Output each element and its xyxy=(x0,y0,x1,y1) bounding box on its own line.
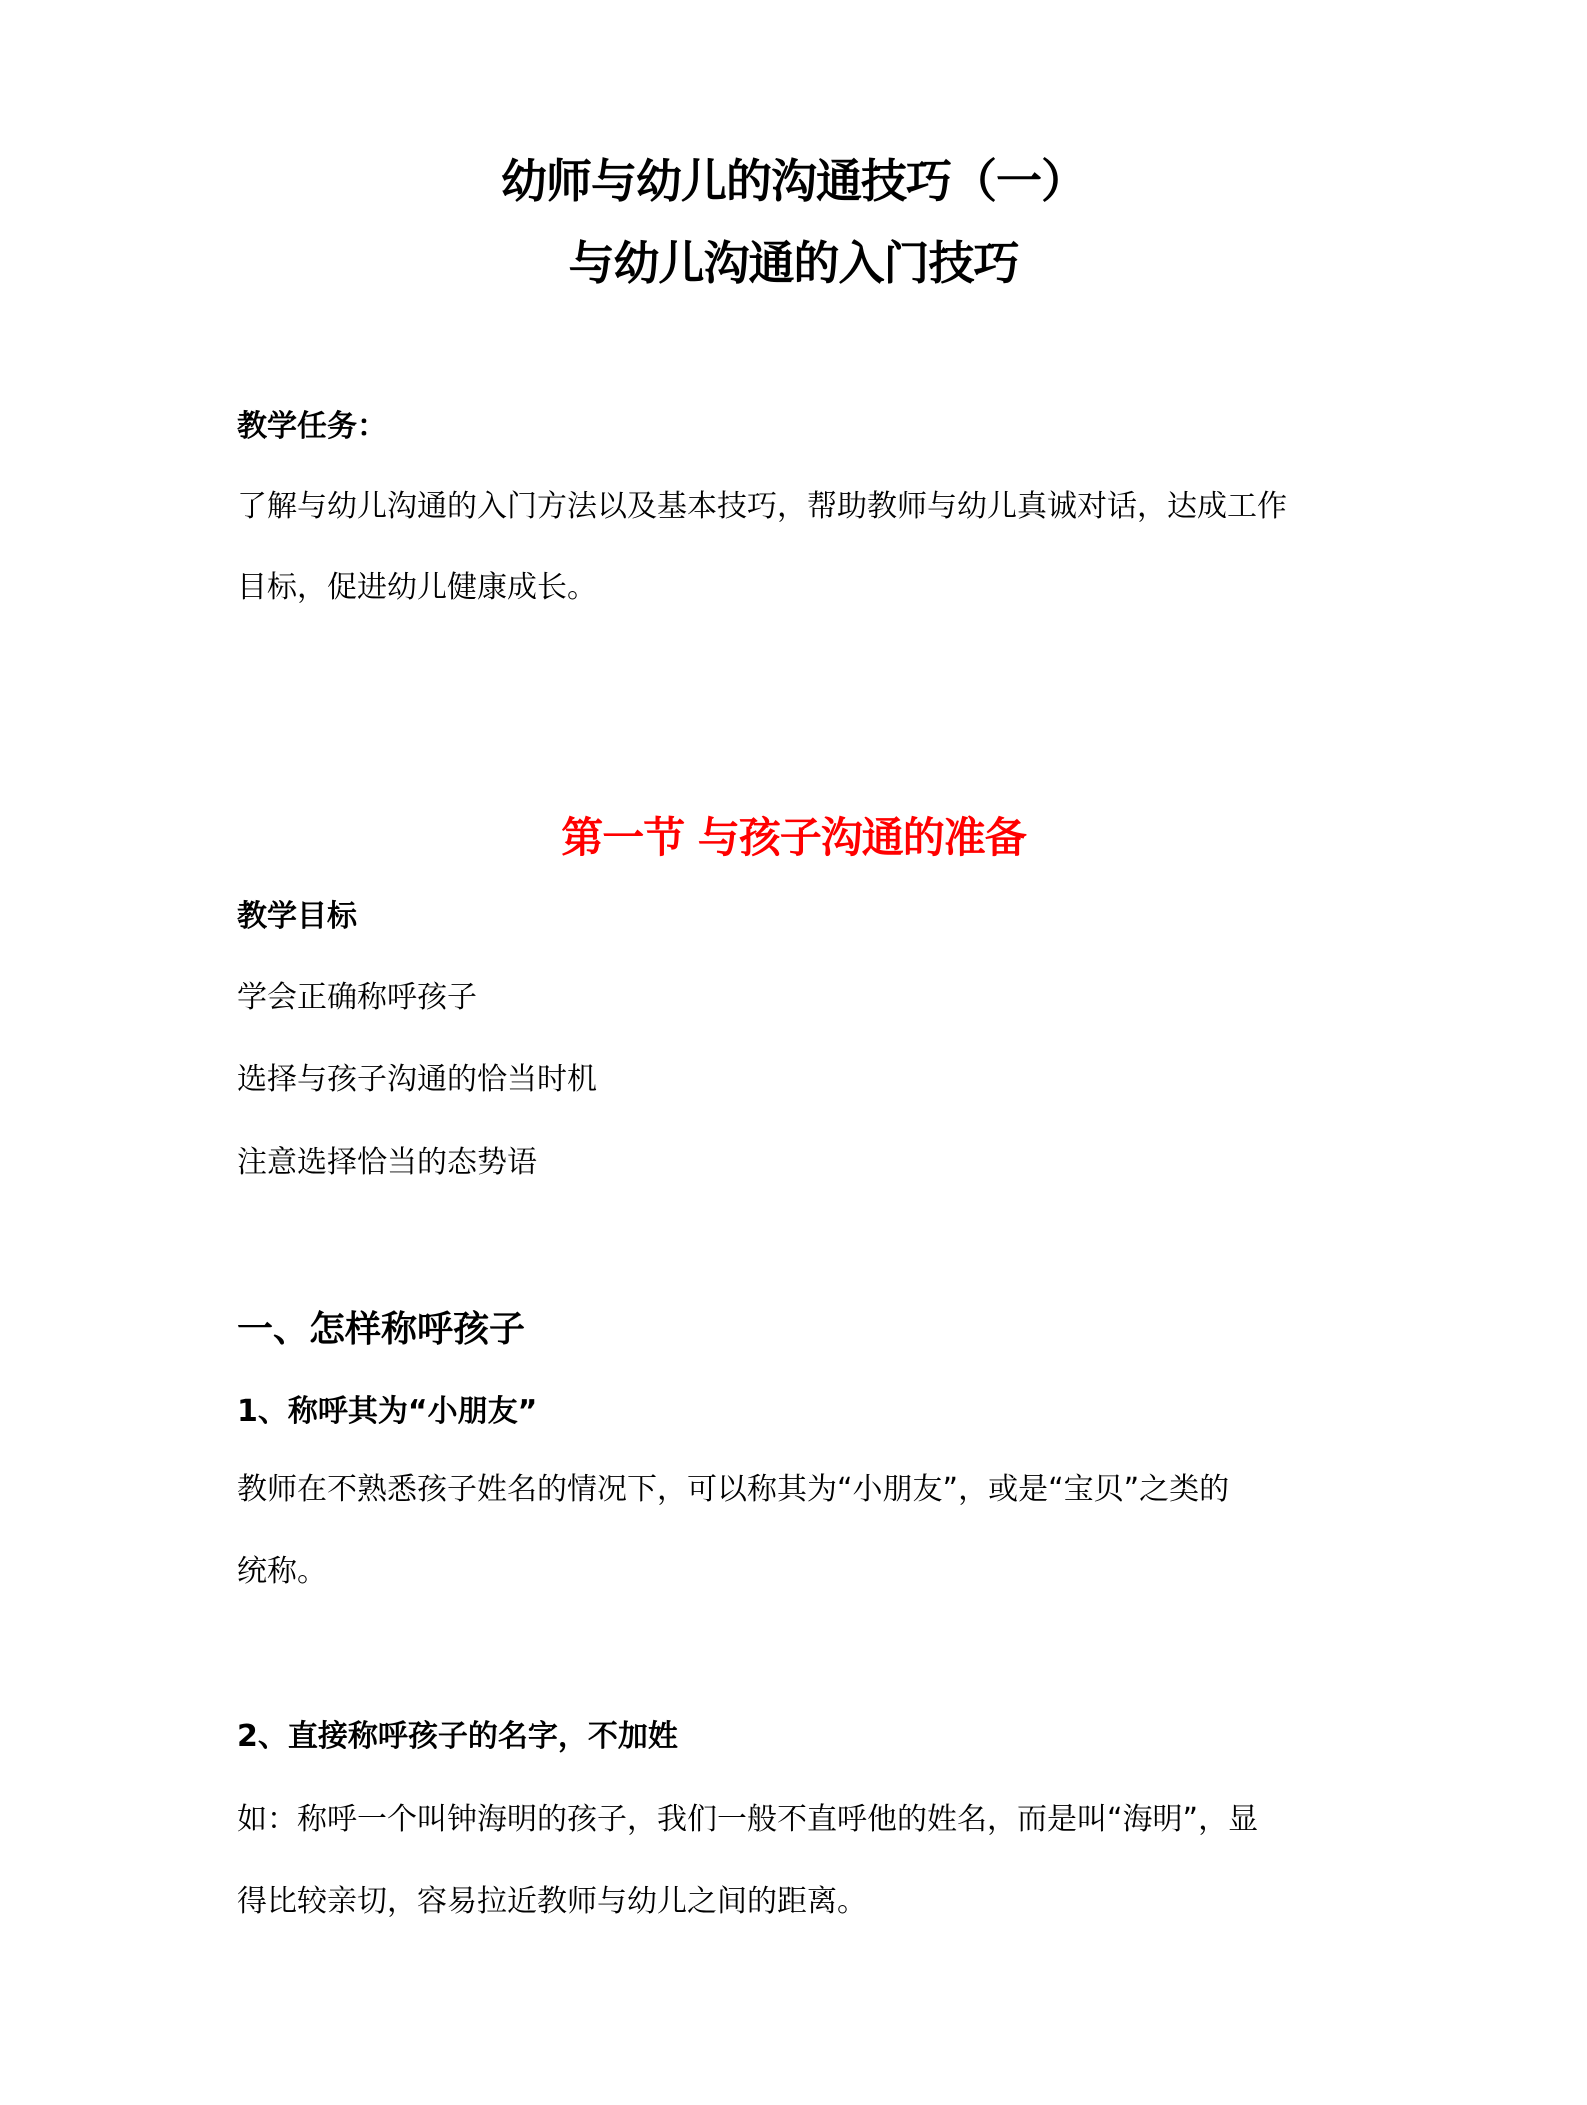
item-heading: 1、称呼其为“小朋友” xyxy=(237,1394,538,1429)
teaching-task-label: 教学任务： xyxy=(237,409,387,444)
item-paragraph-line: 得比较亲切，容易拉近教师与幼儿之间的距离。 xyxy=(237,1884,867,1919)
goal-item: 注意选择恰当的态势语 xyxy=(237,1145,537,1180)
item-paragraph-line: 如：称呼一个叫钟海明的孩子，我们一般不直呼他的姓名，而是叫“海明”，显 xyxy=(237,1802,1259,1837)
teaching-goals-label: 教学目标 xyxy=(237,899,357,934)
item-paragraph-line: 教师在不熟悉孩子姓名的情况下，可以称其为“小朋友”，或是“宝贝”之类的 xyxy=(237,1472,1230,1507)
goal-item: 学会正确称呼孩子 xyxy=(237,980,477,1015)
section-heading: 第一节 与孩子沟通的准备 xyxy=(561,813,1026,862)
teaching-task-line: 了解与幼儿沟通的入门方法以及基本技巧，帮助教师与幼儿真诚对话，达成工作 xyxy=(237,489,1287,524)
goal-item: 选择与孩子沟通的恰当时机 xyxy=(237,1062,597,1097)
document-subtitle: 与幼儿沟通的入门技巧 xyxy=(568,236,1019,290)
item-paragraph-line: 统称。 xyxy=(237,1554,327,1589)
document-title: 幼师与幼儿的沟通技巧（一） xyxy=(501,154,1086,208)
teaching-task-line: 目标，促进幼儿健康成长。 xyxy=(237,570,597,605)
subsection-heading: 一、怎样称呼孩子 xyxy=(237,1309,526,1350)
item-heading: 2、直接称呼孩子的名字，不加姓 xyxy=(237,1719,678,1754)
